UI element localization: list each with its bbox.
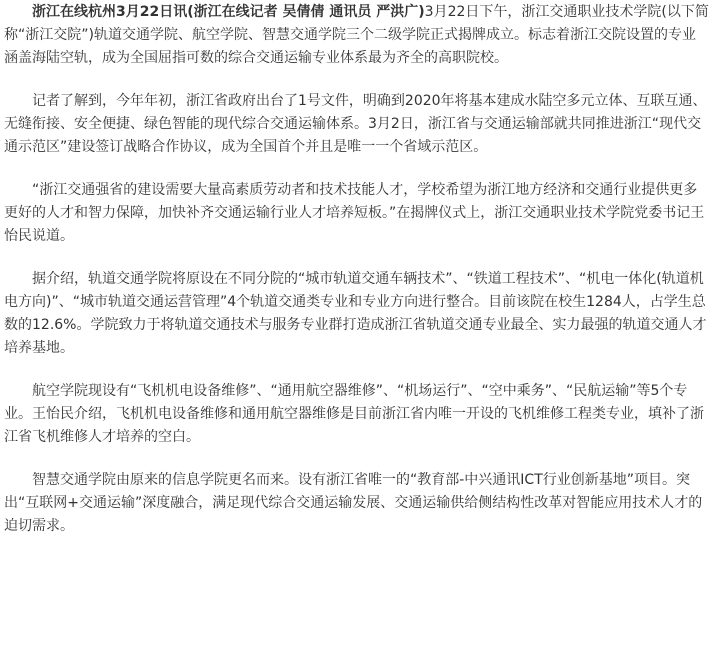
article-paragraph-2: 记者了解到，今年年初，浙江省政府出台了1号文件，明确到2020年将基本建成水陆空多元立体、互联互通、无缝衔接、安全便捷、绿色智能的现代综合交通运输体系。3月2日，浙江省与交通运输部就共同推进浙江“现代交通示范区”建设签订战略合作协议，成为全国首个并且是唯一一个省域示范区。 (4, 93, 707, 155)
article-paragraph-4: 据介绍，轨道交通学院将原设在不同分院的“城市轨道交通车辆技术”、“铁道工程技术”、“机电一体化(轨道机电方向)”、“城市轨道交通运营管理”4个轨道交通类专业和专业方向进行整合。目前该院在校生1284人，占学生总数的12.6%。学院致力于将轨道交通技术与服务专业群打造成浙江省轨道交通专业最全、实力最强的轨道交通人才培养基地。 (4, 271, 707, 356)
paragraph-1-text: 3月22日下午，浙江交通职业技术学院(以下简称“浙江交院”)轨道交通学院、航空学院、智慧交通学院三个二级学院正式揭牌成立。标志着浙江交院设置的专业涵盖海陆空轨，成为全国屈指可数的综合交通运输专业体系最为齐全的高职院校。 (4, 4, 709, 66)
dateline: 浙江在线杭州3月22日讯(浙江在线记者 吴倩倩 通讯员 严洪广) (32, 4, 425, 20)
article-paragraph-6: 智慧交通学院由原来的信息学院更名而来。设有浙江省唯一的“教育部-中兴通讯ICT行业创新基地”项目。突出“互联网+交通运输”深度融合，满足现代综合交通运输发展、交通运输供给侧结构性改革对智能应用技术人才的迫切需求。 (4, 472, 703, 534)
article-paragraph-5: 航空学院现设有“飞机机电设备维修”、“通用航空器维修”、“机场运行”、“空中乘务”、“民航运输”等5个专业。王怡民介绍，飞机机电设备维修和通用航空器维修是目前浙江省内唯一开设的飞机维修工程类专业，填补了浙江省飞机维修人才培养的空白。 (4, 383, 704, 445)
article-paragraph-1 (4, 0, 709, 70)
article-paragraph-3: “浙江交通强省的建设需要大量高素质劳动者和技术技能人才，学校希望为浙江地方经济和交通行业提供更多更好的人才和智力保障，加快补齐交通运输行业人才培养短板。”在揭牌仪式上，浙江交通职业技术学院党委书记王怡民说道。 (4, 182, 705, 244)
